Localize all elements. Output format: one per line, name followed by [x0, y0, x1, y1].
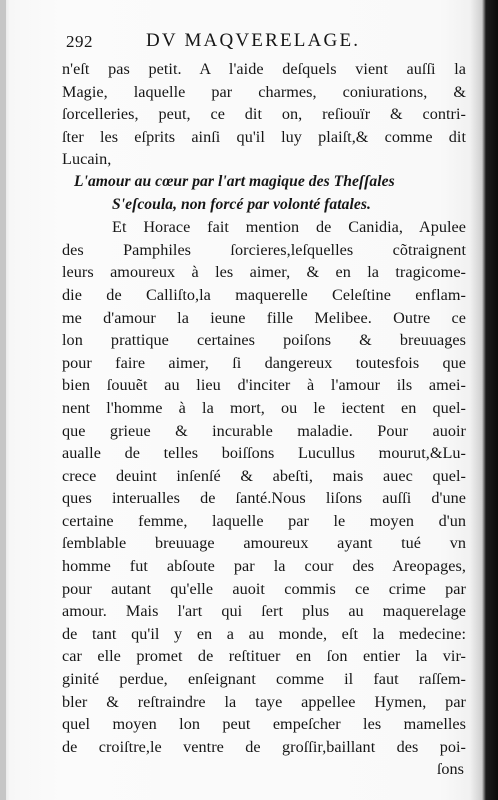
text-line: die de Calliſto,la maquerelle Celeſtine enflam-	[62, 285, 466, 304]
verse-line: L'amour au cœur par l'art magique des Theſſales	[74, 172, 395, 190]
text-line: amour. Mais l'art qui ſert plus au maquerelage	[62, 602, 466, 621]
text-line: que grieue & incurable maladie. Pour auoir	[62, 421, 466, 440]
catchword: ſons	[436, 760, 464, 779]
text-line: pour autant qu'elle auoit commis ce crime par	[62, 579, 466, 598]
verse-line: S'eſcoula, non forcé par volonté fatales.	[112, 195, 371, 213]
text-line: pour faire aimer, ſi dangereux toutesfois que	[62, 353, 466, 372]
text-line: crece deuint inſenſé & abeſti, mais auec quel-	[62, 466, 466, 485]
text-block	[62, 58, 466, 781]
text-line: ſter les eſprits ainſi qu'il luy plaiſt,& comme dit	[62, 127, 466, 146]
page-header	[66, 30, 466, 60]
text-line: me d'amour la ieune fille Melibee. Outre ce	[62, 308, 466, 327]
text-line: certaine femme, laquelle par le moyen d'un	[62, 511, 466, 530]
text-line: ques interualles de ſanté.Nous liſons auſſi d'une	[62, 489, 466, 508]
text-line: aualle de telles boiſſons Lucullus mourut,&Lu-	[62, 444, 466, 463]
text-line: homme fut abſoute par la cour des Areopages,	[62, 557, 466, 576]
text-line: leurs amoureux à les aimer, & en la tragicome-	[62, 263, 466, 282]
text-line: de tant qu'il y en a au monde, eſt la medecine:	[62, 624, 466, 643]
text-line: bler & reſtraindre la taye appellee Hymen, par	[62, 692, 466, 711]
text-line: ſemblable breuuage amoureux ayant tué vn	[62, 534, 466, 553]
text-line: de croiſtre,le ventre de groſſir,baillant des poi-	[62, 737, 466, 756]
text-line: Lucain,	[62, 150, 112, 169]
page-gutter	[0, 0, 6, 800]
text-line: des Pamphiles ſorcieres,leſquelles cõtraignent	[62, 240, 466, 259]
text-line: nent l'homme à la mort, ou le iectent en quel-	[62, 398, 466, 417]
text-line: ſorcelleries, peut, ce dit on, reſiouïr & contri-	[62, 105, 466, 124]
text-line: car elle promet de reſtituer en ſon entier la vir-	[62, 647, 466, 666]
text-line: quel moyen lon peut empeſcher les mamelles	[62, 715, 466, 734]
running-head: DV MAQVERELAGE.	[146, 30, 361, 51]
text-line: lon prattique certaines poiſons & breuuages	[62, 331, 466, 350]
text-line: bien ſouuẽt au lieu d'inciter à l'amour ils amei-	[62, 376, 466, 395]
text-line: n'eſt pas petit. A l'aide deſquels vient auſſi la	[62, 60, 466, 78]
page-number: 292	[66, 32, 93, 51]
text-line: Magie, laquelle par charmes, coniurations, &	[62, 82, 466, 101]
text-line: ginité perdue, enſeignant comme il faut raſſem-	[62, 670, 466, 689]
text-line: Et Horace fait mention de Canidia, Apulee	[112, 218, 466, 237]
